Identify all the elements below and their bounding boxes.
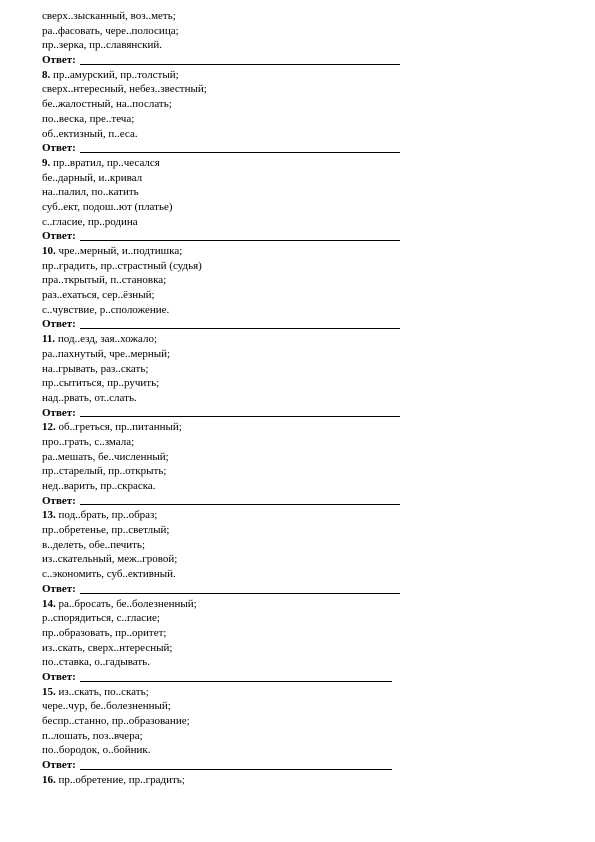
text-line xyxy=(42,82,595,97)
task-words: под..езд, зая..хожало; xyxy=(57,333,158,346)
task-block xyxy=(42,773,595,788)
answer-label: Ответ: xyxy=(42,406,76,419)
text-line xyxy=(42,171,595,186)
answer-row xyxy=(42,53,595,68)
task-block xyxy=(42,685,595,773)
text-line xyxy=(42,743,595,758)
task-number: 11. xyxy=(42,333,56,346)
task-words: пр..старелый, пр..открыть; xyxy=(42,465,167,478)
text-line xyxy=(42,611,595,626)
answer-blank[interactable] xyxy=(80,406,400,417)
task-words: пра..ткрытый, п..становка; xyxy=(42,274,167,287)
answer-blank[interactable] xyxy=(80,318,400,329)
text-line xyxy=(42,215,595,230)
text-line xyxy=(42,303,595,318)
task-number: 16. xyxy=(42,773,56,786)
answer-row xyxy=(42,229,595,244)
text-line xyxy=(42,435,595,450)
task-words: на..грывать, раз..скать; xyxy=(42,362,149,375)
text-line xyxy=(42,641,595,656)
task-words: р..спорядиться, с..гласие; xyxy=(42,612,160,625)
text-line: сверх..зысканный, воз..меть; xyxy=(42,10,176,22)
task-block xyxy=(42,597,595,685)
task-words: по..веска, пре..теча; xyxy=(42,112,135,125)
answer-label: Ответ: xyxy=(42,54,76,67)
task-block xyxy=(42,244,595,332)
task-words: чере..чур, бе..болезненный; xyxy=(42,700,171,713)
task-words: нед..варить, пр..скраска. xyxy=(42,480,156,492)
task-words: пр..обретенье, пр..светлый; xyxy=(42,524,170,537)
task-words: на..палил, по..катить xyxy=(42,186,139,199)
answer-blank[interactable] xyxy=(80,759,392,770)
text-line xyxy=(42,156,595,171)
text-line xyxy=(42,729,595,744)
answer-blank[interactable] xyxy=(80,583,400,594)
text-line xyxy=(42,259,595,274)
text-line xyxy=(42,273,595,288)
task-words: по..бородок, о..бойник. xyxy=(42,744,151,757)
text-line xyxy=(42,626,595,641)
answer-label: Ответ: xyxy=(42,582,76,595)
text-line xyxy=(42,538,595,553)
answer-row xyxy=(42,406,595,421)
task-words: беспр..станно, пр..образование; xyxy=(42,715,190,727)
answer-row xyxy=(42,758,595,773)
text-line xyxy=(42,567,595,582)
text-line xyxy=(42,112,595,127)
task-number: 14. xyxy=(42,597,56,610)
task-block xyxy=(42,68,595,156)
task-words: раз..ехаться, сер..ёзный; xyxy=(42,289,155,302)
text-line xyxy=(42,127,595,142)
task-words: бе..дарный, и..кривал xyxy=(42,171,143,184)
answer-row xyxy=(42,494,595,509)
text-line xyxy=(42,332,595,347)
task-words: суб..ект, подош..ют (платье) xyxy=(42,200,173,213)
text-line xyxy=(42,185,595,200)
text-line xyxy=(42,391,595,406)
answer-label: Ответ: xyxy=(42,759,76,772)
text-line xyxy=(42,714,595,729)
answer-blank[interactable] xyxy=(80,142,400,153)
task-words: чре..мерный, и..подтишка; xyxy=(58,245,183,257)
answer-label: Ответ: xyxy=(42,670,76,683)
text-line: пр..зерка, пр..славянский. xyxy=(42,39,163,52)
answer-blank[interactable] xyxy=(80,494,400,505)
task-words: сверх..нтересный, небез..звестный; xyxy=(42,83,207,96)
task-words: про..грать, с..змала; xyxy=(42,435,135,448)
text-line xyxy=(42,597,595,612)
top-lines xyxy=(42,9,595,53)
text-line xyxy=(42,655,595,670)
answer-row xyxy=(42,317,595,332)
task-words: с..чувствие, р..сположение. xyxy=(42,303,170,316)
task-words: под..брать, пр..образ; xyxy=(58,509,158,522)
task-words: п..лошать, поз..вчера; xyxy=(42,729,143,742)
text-line xyxy=(42,244,595,259)
task-number: 15. xyxy=(42,685,56,698)
answer-row xyxy=(42,141,595,156)
text-line xyxy=(42,685,595,700)
task-words: по..ставка, о..гадывать. xyxy=(42,656,150,669)
task-number: 10. xyxy=(42,245,56,257)
task-block xyxy=(42,156,595,244)
text-line xyxy=(42,362,595,377)
text-line xyxy=(42,288,595,303)
answer-label: Ответ: xyxy=(42,142,76,155)
task-number: 13. xyxy=(42,509,56,522)
answer-blank[interactable] xyxy=(80,54,400,65)
task-words: пр..амурский, пр..толстый; xyxy=(53,68,179,81)
task-words: пр..сытиться, пр..ручить; xyxy=(42,377,160,390)
task-words: над..рвать, от..слать. xyxy=(42,391,137,404)
text-line xyxy=(42,552,595,567)
task-words: с..гласие, пр..родина xyxy=(42,215,138,228)
text-line xyxy=(42,450,595,465)
text-line xyxy=(42,773,595,788)
task-number: 9. xyxy=(42,156,51,169)
task-words: пр..вратил, пр..чесался xyxy=(53,156,160,169)
text-line xyxy=(42,97,595,112)
text-line xyxy=(42,376,595,391)
text-line xyxy=(42,523,595,538)
answer-blank[interactable] xyxy=(80,671,392,682)
task-words: бе..жалостный, на..послать; xyxy=(42,98,172,111)
task-block xyxy=(42,508,595,596)
text-line xyxy=(42,508,595,523)
task-words: ра..бросать, бе..болезненный; xyxy=(58,597,197,610)
task-words: из..скать, по..скать; xyxy=(58,685,149,698)
text-line xyxy=(42,699,595,714)
task-words: из..скать, сверх..нтересный; xyxy=(42,641,173,654)
task-words: пр..обретение, пр..градить; xyxy=(58,773,185,786)
task-words: пр..образовать, пр..оритет; xyxy=(42,626,167,639)
task-number: 12. xyxy=(42,421,56,434)
answer-row xyxy=(42,670,595,685)
task-words: с..экономить, суб..ективный. xyxy=(42,568,176,581)
answer-blank[interactable] xyxy=(80,230,400,241)
text-line xyxy=(42,347,595,362)
task-words: из..скательный, меж..гровой; xyxy=(42,553,178,566)
text-line: ра..фасовать, чере..полосица; xyxy=(42,24,179,37)
task-words: об..греться, пр..питанный; xyxy=(58,421,182,434)
task-words: в..делеть, обе..печить; xyxy=(42,538,145,551)
task-words: ра..пахнутый, чре..мерный; xyxy=(42,347,171,360)
task-words: ра..мешать, бе..численный; xyxy=(42,450,169,463)
answer-label: Ответ: xyxy=(42,318,76,331)
answer-row xyxy=(42,582,595,597)
task-list xyxy=(42,68,595,788)
text-line xyxy=(42,420,595,435)
task-block xyxy=(42,420,595,508)
task-words: об..ектизный, п..еса. xyxy=(42,127,138,140)
task-words: пр..градить, пр..страстный (судья) xyxy=(42,259,202,272)
task-number: 8. xyxy=(42,68,51,81)
text-line xyxy=(42,68,595,83)
task-block xyxy=(42,332,595,420)
text-line xyxy=(42,464,595,479)
text-line xyxy=(42,479,595,494)
answer-label: Ответ: xyxy=(42,494,76,507)
text-line xyxy=(42,200,595,215)
answer-label: Ответ: xyxy=(42,230,76,243)
